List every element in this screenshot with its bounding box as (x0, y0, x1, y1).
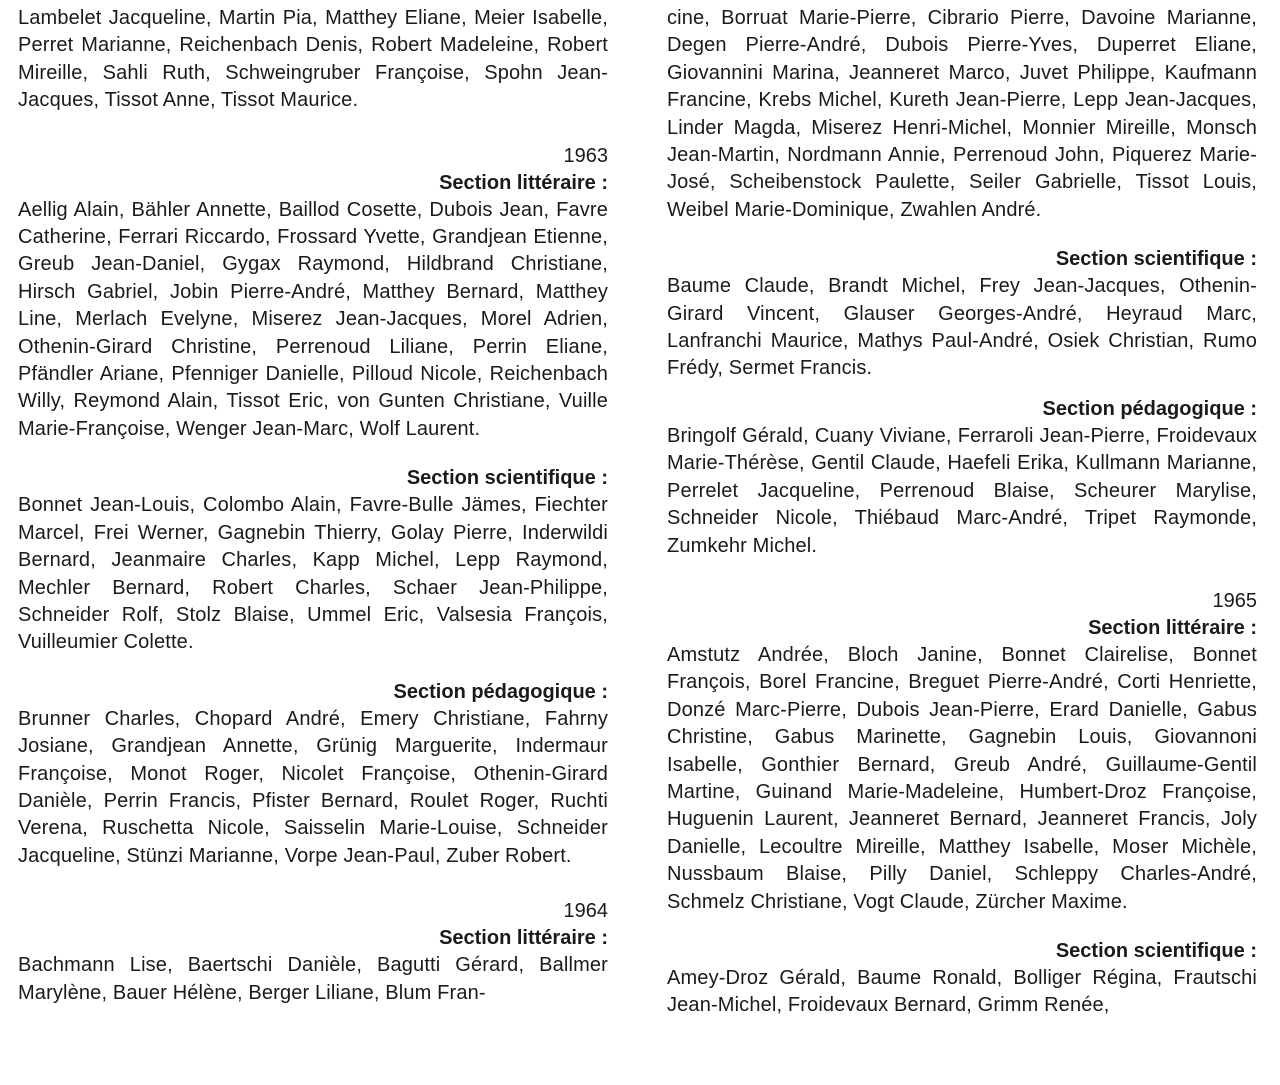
section-litteraire-1965-heading: Section littéraire : (1088, 616, 1257, 639)
section-pedagogique-1964-heading: Section pédagogique : (1042, 397, 1257, 420)
left-column (18, 5, 608, 1007)
section-litteraire-1964-names-continued: cine, Borruat Marie-Pierre, Cibrario Pierre, Davoine Marianne, Degen Pierre-André, Dubois Pierre-Yves, Duperret Eliane, Giovannini Marina, Jeanneret Marco, Juvet Philippe, Kaufmann Francine, Krebs Michel, Kureth Jean-Pierre, Lepp Jean-Jacques, Linder Magda, Miserez Henri-Michel, Monnier Mireille, Monsch Jean-Martin, Nordmann Annie, Perrenoud John, Piquerez Marie-José, Scheibenstock Paulette, Seiler Gabrielle, Tissot Louis, Weibel Marie-Dominique, Zwahlen André. (667, 7, 1257, 221)
section-litteraire-1963-heading: Section littéraire : (439, 171, 608, 194)
intro-names: Lambelet Jacqueline, Martin Pia, Matthey Eliane, Meier Isabelle, Perret Marianne, Reichenbach Denis, Robert Madeleine, Robert Mireille, Sahli Ruth, Schweingruber Françoise, Spohn Jean-Jacques, Tissot Anne, Tissot Maurice. (18, 7, 608, 112)
section-pedagogique-1963-names: Brunner Charles, Chopard André, Emery Christiane, Fahrny Josiane, Grandjean Annette, Grünig Marguerite, Indermaur Françoise, Monot Roger, Nicolet Françoise, Othenin-Girard Danièle, Perrin Francis, Pfister Bernard, Roulet Roger, Ruchti Verena, Ruschetta Nicole, Saisselin Marie-Louise, Schneider Jacqueline, Stünzi Marianne, Vorpe Jean-Paul, Zuber Robert. (18, 707, 608, 867)
section-scientifique-1963-heading: Section scientifique : (406, 467, 608, 490)
section-pedagogique-1963-heading: Section pédagogique : (393, 680, 608, 703)
section-scientifique-1965-names: Amey-Droz Gérald, Baume Ronald, Bolliger Régina, Frautschi Jean-Michel, Froidevaux Bernard, Grimm Renée, (667, 966, 1257, 1017)
section-scientifique-1964-names: Baume Claude, Brandt Michel, Frey Jean-Jacques, Othenin-Girard Vincent, Glauser Georges-André, Heyraud Marc, Lanfranchi Maurice, Mathys Paul-André, Osiek Christian, Rumo Frédy, Sermet Francis. (667, 275, 1257, 380)
year-1964-label: 1964 (563, 900, 608, 923)
section-litteraire-1964-heading: Section littéraire : (439, 927, 608, 950)
section-litteraire-1964-names: Bachmann Lise, Baertschi Danièle, Bagutti Gérard, Ballmer Marylène, Bauer Hélène, Berger Liliane, Blum Fran- (18, 954, 608, 1004)
section-scientifique-1963-names: Bonnet Jean-Louis, Colombo Alain, Favre-Bulle Jämes, Fiechter Marcel, Frei Werner, Gagnebin Thierry, Golay Pierre, Inderwildi Bernard, Jeanmaire Charles, Kapp Michel, Lepp Raymond, Mechler Bernard, Robert Charles, Schaer Jean-Philippe, Schneider Rolf, Stolz Blaise, Ummel Eric, Valsesia François, Vuilleumier Colette. (18, 494, 608, 654)
right-column (667, 5, 1257, 1020)
year-1965-label: 1965 (1212, 589, 1257, 612)
section-scientifique-1965-heading: Section scientifique : (1055, 939, 1257, 962)
section-litteraire-1965-names: Amstutz Andrée, Bloch Janine, Bonnet Clairelise, Bonnet François, Borel Francine, Breguet Pierre-André, Corti Henriette, Donzé Marc-Pierre, Dubois Jean-Pierre, Erard Danielle, Gabus Christine, Gabus Marinette, Gagnebin Louis, Giovannoni Isabelle, Gonthier Bernard, Greub André, Guillaume-Gentil Martine, Guinand Marie-Madeleine, Humbert-Droz Françoise, Huguenin Laurent, Jeanneret Bernard, Jeanneret Francis, Joly Danielle, Lecoultre Mireille, Matthey Isabelle, Moser Michèle, Nussbaum Blaise, Pilly Daniel, Schleppy Charles-André, Schmelz Christiane, Vogt Claude, Zürcher Maxime. (667, 643, 1257, 913)
year-1963-label: 1963 (563, 144, 608, 167)
section-pedagogique-1964-names: Bringolf Gérald, Cuany Viviane, Ferraroli Jean-Pierre, Froidevaux Marie-Thérèse, Gentil Claude, Haefeli Erika, Kullmann Marianne, Perrelet Jacqueline, Perrenoud Blaise, Scheurer Marylise, Schneider Nicole, Thiébaud Marc-André, Tripet Raymonde, Zumkehr Michel. (667, 424, 1257, 557)
section-scientifique-1964-heading: Section scientifique : (1055, 248, 1257, 271)
section-litteraire-1963-names: Aellig Alain, Bähler Annette, Baillod Cosette, Dubois Jean, Favre Catherine, Ferrari Riccardo, Frossard Yvette, Grandjean Etienne, Greub Jean-Daniel, Gygax Raymond, Hildbrand Christiane, Hirsch Gabriel, Jobin Pierre-André, Matthey Bernard, Matthey Line, Merlach Evelyne, Miserez Jean-Jacques, Morel Adrien, Othenin-Girard Christine, Perrenoud Liliane, Perrin Eliane, Pfändler Ariane, Pfenniger Danielle, Pilloud Nicole, Reichenbach Willy, Reymond Alain, Tissot Eric, von Gunten Christiane, Vuille Marie-Françoise, Wenger Jean-Marc, Wolf Laurent. (18, 198, 608, 440)
